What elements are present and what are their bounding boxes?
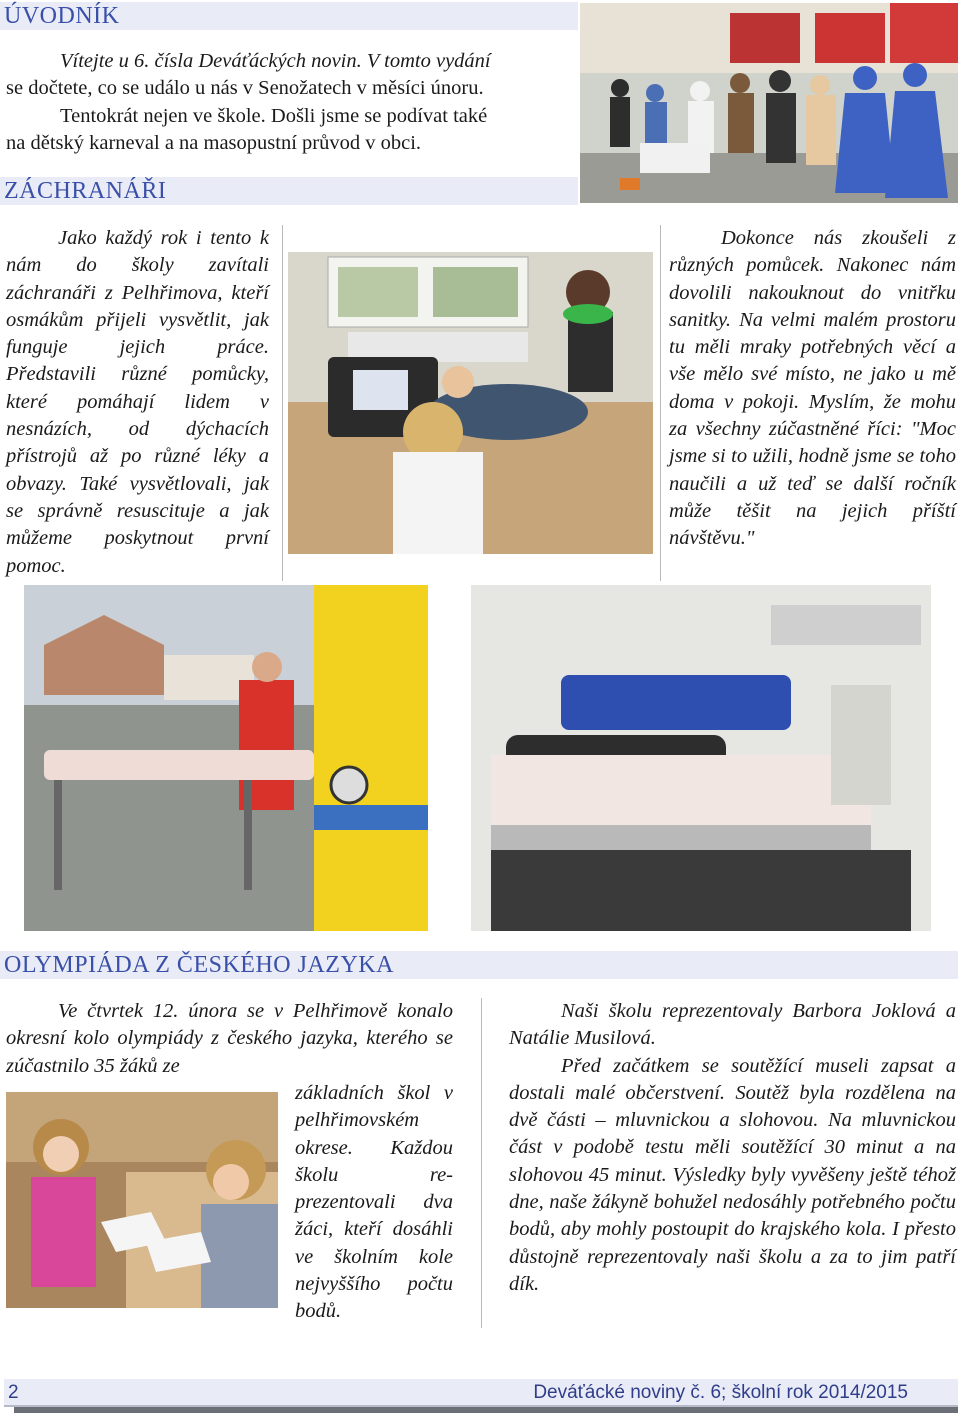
zachranari-column-1	[6, 225, 269, 580]
olympiada-column-1-wrap	[295, 1080, 453, 1326]
uvodnik-line-4: na dětský karneval a na masopustní průvod v obci.	[6, 131, 422, 154]
zachranari-column-2	[669, 225, 956, 553]
olympiada-col2-p1: Naši školu reprezentovaly Barbora Joklová a Natálie Musilová.	[509, 1000, 956, 1050]
students-writing-photo	[6, 1092, 278, 1308]
uvodnik-line-3: Tentokrát nejen ve škole. Došli jsme se podívat také	[60, 104, 488, 127]
carnival-parade-illustration	[580, 3, 958, 203]
column-divider-olympiada	[481, 998, 482, 1328]
olympiada-column-2	[509, 998, 956, 1298]
uvodnik-heading: ÚVODNÍK	[0, 2, 578, 30]
ambulance-interior-photo	[471, 585, 931, 931]
column-divider-left	[282, 225, 283, 581]
uvodnik-line-2: se dočtete, co se událo u nás v Senožatech v měsíci únoru.	[6, 77, 484, 100]
ambulance-exterior-illustration	[24, 585, 428, 931]
footer-page-number: 2	[8, 1382, 19, 1403]
zachranari-col1-text: Jako každý rok i tento k nám do školy zavítali záchranáři z Pelhřimova, kteří osmákům přijeli vysvětlit, jak funguje jejich práce. Představili různé pomůcky, které pomáhají lidem v nesnázích, od dýchacích přístrojů až po různé léky a obvazy. Také vysvětlovali, jak se správně resuscituje a jak můžeme poskytnout první pomoc.	[6, 227, 269, 577]
classroom-first-aid-photo	[288, 252, 653, 554]
uvodnik-text	[6, 48, 566, 157]
olympiada-col1-top-text: Ve čtvrtek 12. února se v Pelhřimově konalo okresní kolo olympiády z českého jazyka, kterého se zúčastnilo 35 žáků ze	[6, 1000, 453, 1077]
olympiada-col1-wrap-text: základních škol v pelhřimovském okrese. Každou školu reprezentovali dva žáci, kteří dosáhli ve školním kole nejvyššího počtu bodů.	[295, 1082, 453, 1323]
ambulance-exterior-photo	[24, 585, 428, 931]
olympiada-col2-p2: Před začátkem se soutěžící museli zapsat a dostali malé občerstvení. Soutěž byla rozdělena na dvě části – mluvnickou a slohovou. Na mluvnickou část v podobě testu měli soutěžící 30 minut a na slohovou 45 minut. Výsledky byly vyvěšeny ještě téhož dne, naše žákyně bohužel nedosáhly potřebného počtu bodů, aby mohly postoupit do krajského kola. I přesto důstojně reprezentovaly naši školu a za to jim patří dík.	[509, 1054, 956, 1295]
olympiada-heading: OLYMPIÁDA Z ČESKÉHO JAZYKA	[0, 951, 958, 979]
zachranari-heading: ZÁCHRANÁŘI	[0, 177, 578, 205]
classroom-first-aid-illustration	[288, 252, 653, 554]
carnival-parade-photo	[580, 3, 958, 203]
olympiada-column-1-top	[6, 998, 453, 1080]
ambulance-interior-illustration	[471, 585, 931, 931]
footer-shadow	[14, 1407, 958, 1413]
footer-title: Deváťácké noviny č. 6; školní rok 2014/2015	[533, 1382, 908, 1403]
zachranari-col2-text: Dokonce nás zkoušeli z různých pomůcek. Nakonec nám dovolili nakouknout do vnitřku sanitky. Na velmi malém prostoru tu měli mraky potřebných věcí a vše mělo své místo, ne jako u mě doma v pokoji. Myslím, že mohu za všechny zúčastněné říci: "Moc jsme si to užili, hodně jsme se toho naučili a už teď se další ročník může těšit na jejich příští návštěvu."	[669, 227, 956, 550]
uvodnik-line-1: Vítejte u 6. čísla Deváťáckých novin. V tomto vydání	[60, 50, 491, 72]
students-writing-illustration	[6, 1092, 278, 1308]
column-divider-right	[660, 225, 661, 581]
